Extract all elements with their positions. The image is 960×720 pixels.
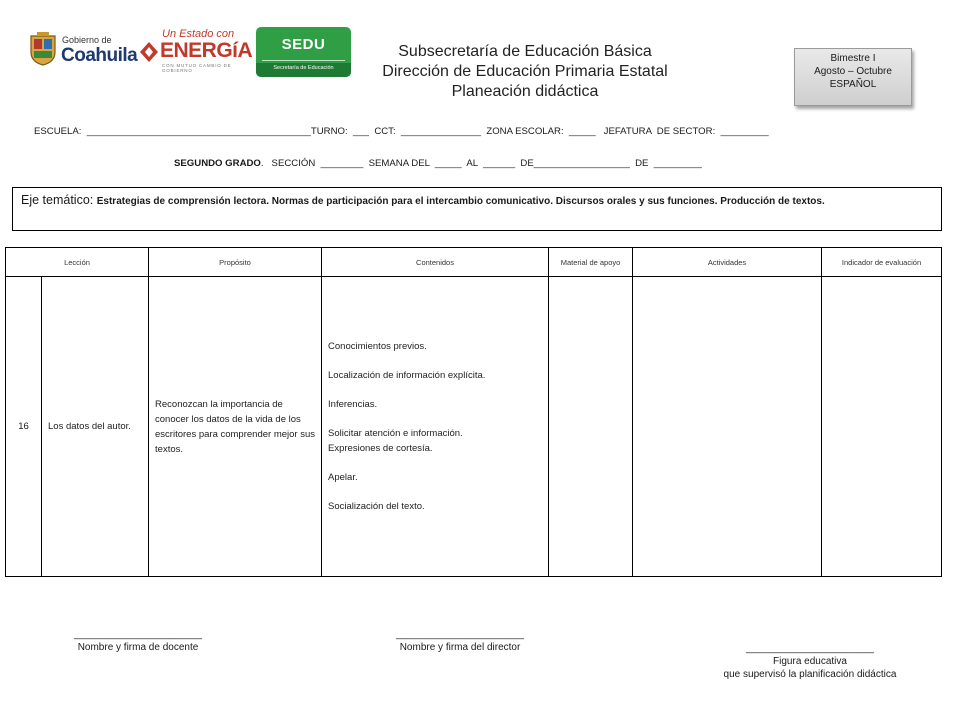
bimestre-period: Agosto – Octubre	[814, 66, 892, 77]
eje-tematico-text: Estrategias de comprensión lectora. Normas de participación para el intercambio comunicativo. Discursos orales y sus funciones. Producción de textos.	[96, 196, 825, 207]
lesson-purpose: Reconozcan la importancia de conocer los datos de la vida de los escritores para comprender mejor sus textos.	[149, 277, 322, 577]
logo-estado-energia	[140, 28, 253, 73]
eje-tematico-label: Eje temático:	[21, 193, 97, 207]
header-contenidos: Contenidos	[322, 248, 549, 277]
table-row	[6, 277, 942, 577]
section-week-fields: . SECCIÓN ________ SEMANA DEL _____ AL ______ DE__________________ DE _________	[260, 158, 702, 169]
lesson-name: Los datos del autor.	[42, 277, 149, 577]
signature-label-2: que supervisó la planificación didáctica	[723, 669, 897, 680]
sedu-logo-title: SEDU	[281, 36, 326, 53]
header-proposito: Propósito	[149, 248, 322, 277]
logo-sedu	[256, 27, 351, 77]
signature-label: Nombre y firma de docente	[77, 642, 199, 653]
header-leccion: Lección	[6, 248, 149, 277]
signature-line: _______________________	[74, 629, 202, 640]
bimestre-subject: ESPAÑOL	[829, 79, 877, 90]
lesson-indicator	[822, 277, 942, 577]
signature-docente	[50, 628, 226, 654]
signature-figura-educativa	[698, 642, 922, 681]
contents-list	[328, 339, 542, 514]
contents-item: Socialización del texto.	[328, 501, 425, 512]
signature-label: Figura educativa	[773, 656, 847, 667]
coahuila-logo-big-text: Coahuila	[61, 45, 138, 66]
lesson-material	[549, 277, 633, 577]
grade-section-line	[174, 158, 702, 169]
contents-item: Solicitar atención e información.	[328, 428, 463, 439]
bimestre-number: Bimestre I	[830, 53, 876, 64]
bimestre-box	[794, 48, 912, 106]
school-info-line: ESCUELA: __________________________________________TURNO: ___ CCT: _______________ ZONA ESCOLAR: _____ JEFATURA DE SECTOR: _________	[34, 126, 769, 137]
header-material: Material de apoyo	[549, 248, 633, 277]
energia-logo-tagline: CON MUTUO CAMBIO DE GOBIERNO	[162, 63, 232, 73]
title-line-direccion: Dirección de Educación Primaria Estatal	[382, 63, 668, 80]
sedu-logo-divider	[262, 60, 345, 61]
coahuila-crest-icon	[28, 32, 58, 66]
planning-table	[5, 247, 942, 577]
coahuila-logo-small-text: Gobierno de	[62, 35, 112, 45]
document-title	[360, 42, 690, 102]
energia-logo-top-text: Un Estado con	[162, 28, 235, 40]
lesson-contents	[322, 277, 549, 577]
signature-label: Nombre y firma del director	[399, 642, 521, 653]
grade-label: SEGUNDO GRADO	[174, 158, 261, 169]
lesson-activities	[633, 277, 822, 577]
signature-line: _______________________	[396, 629, 524, 640]
contents-item: Inferencias.	[328, 399, 378, 410]
energia-logo-big-text: ENERGíA	[160, 39, 253, 62]
logo-gobierno-coahuila	[28, 30, 138, 70]
lesson-number: 16	[6, 277, 42, 577]
signature-director	[372, 628, 548, 654]
contents-item: Localización de información explícita.	[328, 370, 486, 381]
energia-mark-icon	[140, 42, 158, 62]
contents-item: Expresiones de cortesía.	[328, 443, 433, 454]
eje-tematico-box	[12, 187, 942, 231]
header-actividades: Actividades	[633, 248, 822, 277]
contents-item: Conocimientos previos.	[328, 341, 427, 352]
header-indicador: Indicador de evaluación	[822, 248, 942, 277]
contents-item: Apelar.	[328, 472, 358, 483]
title-line-subsecretaria: Subsecretaría de Educación Básica	[398, 43, 652, 60]
table-header-row	[6, 248, 942, 277]
title-line-planeacion: Planeación didáctica	[451, 83, 599, 100]
signature-line: _______________________	[746, 643, 874, 654]
sedu-logo-subtitle: Secretaría de Educación	[273, 65, 334, 71]
